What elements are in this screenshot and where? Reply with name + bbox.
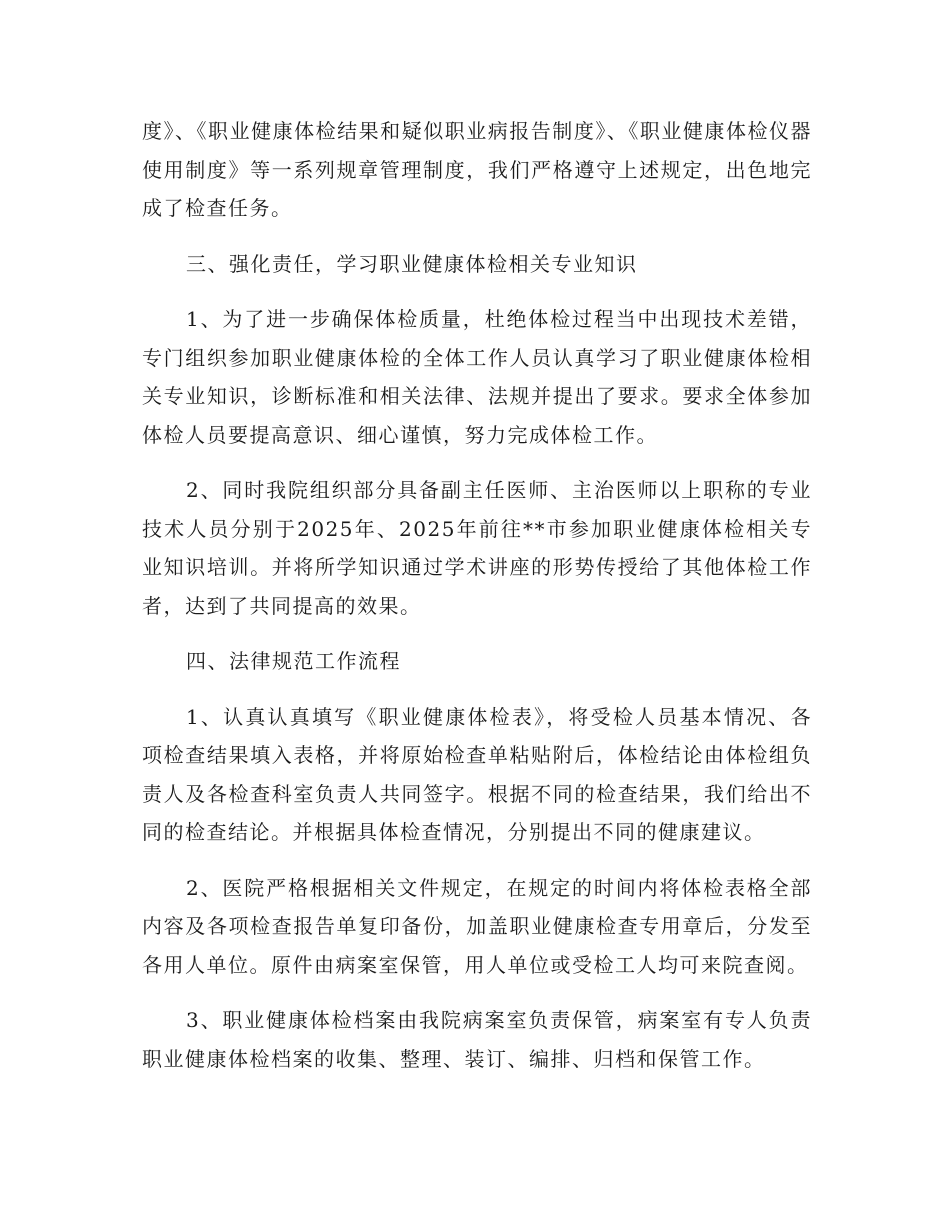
- paragraph-continuation: 度》、《职业健康体检结果和疑似职业病报告制度》、《职业健康体检仪器使用制度》等一系列规章管理制度，我们严格遵守上述规定，出色地完成了检查任务。: [142, 119, 812, 220]
- document-body: [142, 112, 812, 1095]
- paragraph: 3、职业健康体检档案由我院病案室负责保管，病案室有专人负责职业健康体检档案的收集、整理、装订、编排、归档和保管工作。: [142, 1008, 812, 1071]
- paragraph: 1、为了进一步确保体检质量，杜绝体检过程当中出现技术差错，专门组织参加职业健康体检的全体工作人员认真学习了职业健康体检相关专业知识，诊断标准和相关法律、法规并提出了要求。要求全体参加体检人员要提高意识、细心谨慎，努力完成体检工作。: [142, 307, 812, 447]
- paragraph: 2、医院严格根据相关文件规定，在规定的时间内将体检表格全部内容及各项检查报告单复印备份，加盖职业健康检查专用章后，分发至各用人单位。原件由病案室保管，用人单位或受检工人均可来院查阅。: [142, 875, 812, 977]
- paragraph: 2、同时我院组织部分具备副主任医师、主治医师以上职称的专业技术人员分别于2025年、2025年前往**市参加职业健康体检相关专业知识培训。并将所学知识通过学术讲座的形势传授给了其他体检工作者，达到了共同提高的效果。: [142, 478, 812, 618]
- section-heading-4: 四、法律规范工作流程: [186, 649, 401, 673]
- paragraph: 1、认真认真填写《职业健康体检表》，将受检人员基本情况、各项检查结果填入表格，并将原始检查单粘贴附后，体检结论由体检组负责人及各检查科室负责人共同签字。根据不同的检查结果，我们给出不同的检查结论。并根据具体检查情况，分别提出不同的健康建议。: [142, 704, 812, 844]
- section-heading-3: 三、强化责任，学习职业健康体检相关专业知识: [186, 251, 638, 276]
